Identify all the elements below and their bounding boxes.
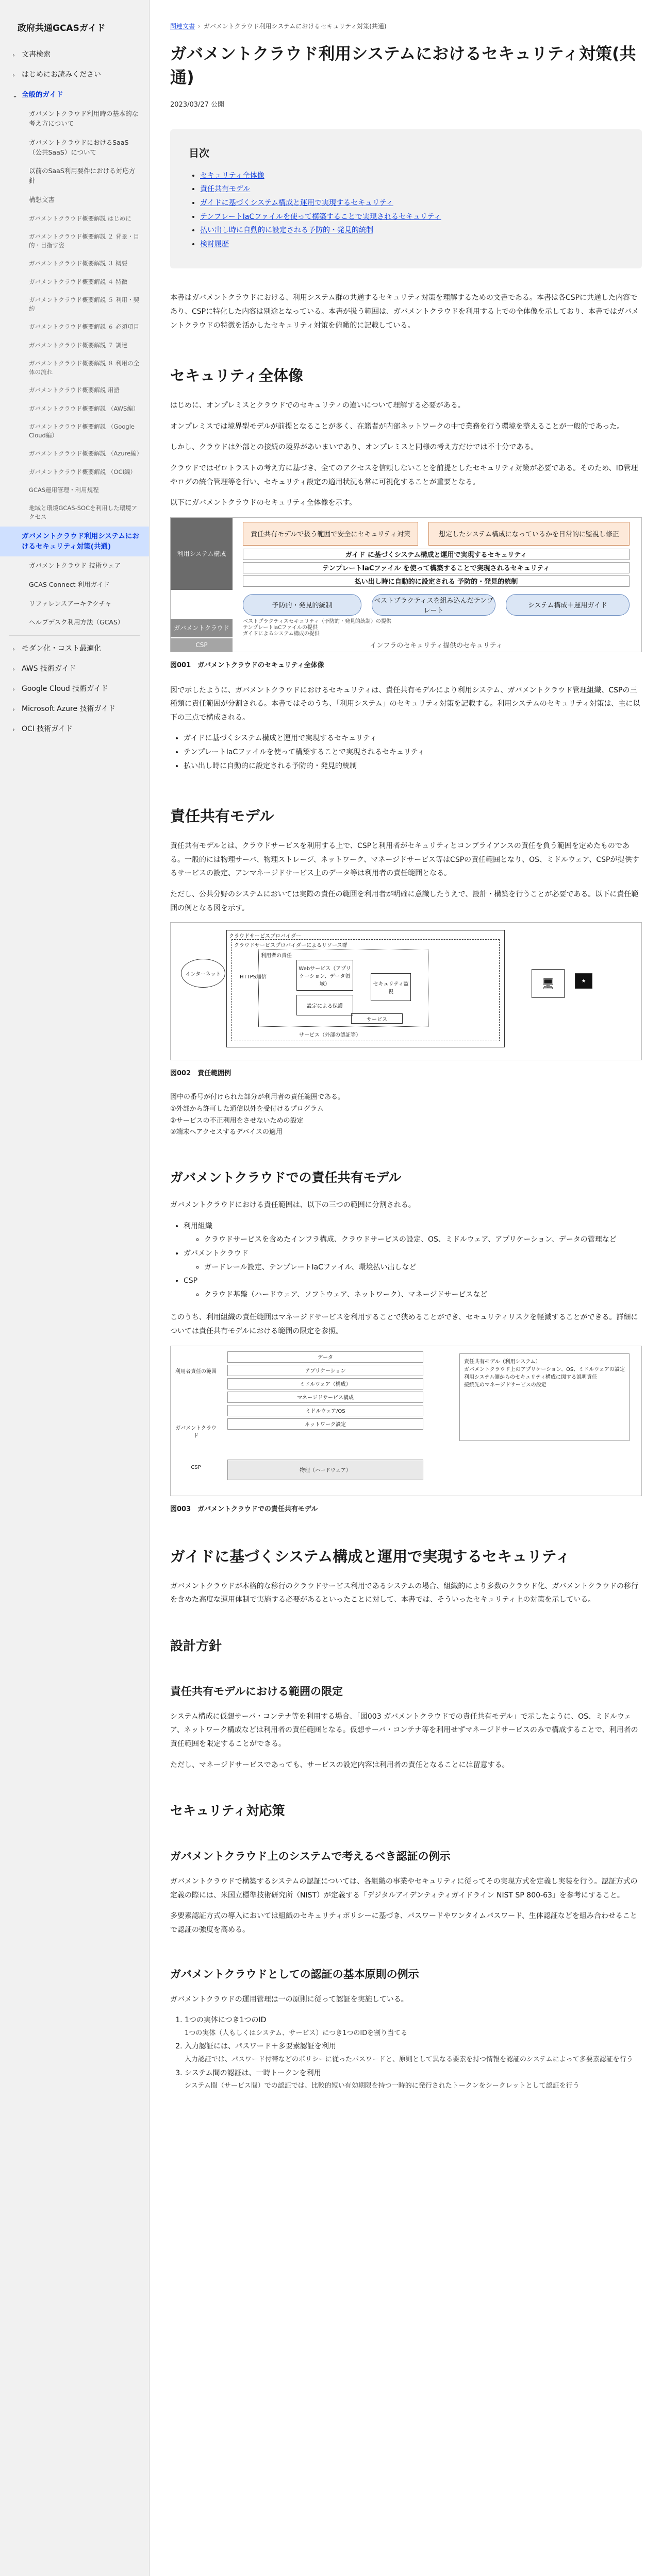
paragraph: 多要素認証方式の導入においては組織のセキュリティポリシーに基づき、パスワードやワンタイムパスワード、生体認証などを組み合わせることで認証の強度を高める。: [170, 1912, 637, 1934]
legend-item: ガバメントクラウド上のアプリケーション、OS、ミドルウェアの設定: [464, 1366, 625, 1372]
figure-bar: テンプレートIaCファイル を使って構築することで実現されるセキュリティ: [243, 562, 630, 573]
figure-caption: 図003 ガバメントクラウドでの責任共有モデル: [170, 1505, 318, 1513]
sidebar-item[interactable]: [0, 318, 149, 336]
party-desc: ◦ クラウド基盤（ハードウェア、ソフトウェア、ネットワーク）、マネージドサービスなど: [204, 1288, 642, 1302]
sidebar-item-label: ガバメントクラウド利用システムにおけるセキュリティ対策(共通): [22, 532, 139, 551]
paragraph: ガバメントクラウドにおける責任範囲は、以下の三つの範囲に分割される。: [170, 1201, 416, 1210]
sidebar-item[interactable]: [0, 445, 149, 463]
paragraph: ガバメントクラウドが本格的な移行のクラウドサービス利用であるシステムの場合、組織的により多数のクラウド化、ガバメントクラウドの移行を含めた高度な運用体制で実施する必要があるといったことに対して、本書では、そういったセキュリティ上の対策を示している。: [170, 1582, 639, 1604]
sidebar-item-label: GCAS Connect 利用ガイド: [29, 580, 110, 588]
sidebar-item[interactable]: [0, 336, 149, 354]
sidebar-item-label: Microsoft Azure 技術ガイド: [22, 705, 116, 713]
sidebar-item-label: 文書検索: [22, 50, 51, 59]
sidebar-item-label: 以前のSaaS利用要件における対応方針: [29, 167, 136, 184]
figure-bar: インフラのセキュリティ提供のセキュリティ: [370, 642, 503, 650]
sidebar-item[interactable]: [0, 65, 149, 85]
sidebar-item-label: Google Cloud 技術ガイド: [22, 685, 108, 693]
sidebar-nav: [0, 45, 149, 739]
sidebar-item[interactable]: [0, 575, 149, 595]
sidebar-item-label: ガバメントクラウド概要解説 ８ 利用の全体の流れ: [29, 359, 140, 376]
sidebar-item[interactable]: [0, 381, 149, 399]
list-item: • ガイドに基づくシステム構成と運用で実現するセキュリティ: [184, 732, 642, 745]
principle-item: [185, 2066, 642, 2093]
toc-link[interactable]: 払い出し時に自動的に設定される予防的・発見的統制: [200, 226, 373, 235]
sidebar-item[interactable]: [0, 719, 149, 739]
sidebar-item[interactable]: [0, 679, 149, 699]
sidebar-item[interactable]: [0, 255, 149, 273]
sidebar-item[interactable]: [0, 273, 149, 291]
figure-box: 想定したシステム構成になっているかを日常的に監視し修正: [428, 522, 630, 546]
principle-detail: 入力認証では、パスワード付帯などのポリシーに従ったパスワードと、原則として異なる要素を持つ情報を認証のシステムによって多要素認証を行う: [185, 2055, 633, 2063]
figure-label: HTTPS通信: [240, 974, 267, 980]
service-box: サービス: [351, 1013, 403, 1024]
figure-bar: 払い出し時に自動的に設定される 予防的・発見的統制: [243, 575, 630, 587]
paragraph: ガバメントクラウドの運用管理は一の原則に従って認証を実施している。: [170, 1995, 408, 2004]
sidebar-item-label: ガバメントクラウド概要解説 （AWS編）: [29, 404, 139, 412]
sidebar-item[interactable]: [0, 191, 149, 210]
figure-row-label: ガバメントクラウド: [171, 619, 233, 637]
chevron-right-icon: ›: [12, 726, 15, 733]
sidebar-item[interactable]: [0, 613, 149, 632]
figure-row-label: CSP: [171, 638, 233, 652]
sidebar-item-label: ガバメントクラウド概要解説 ２ 背景・目的・目指す姿: [29, 232, 140, 249]
principle-detail: システム間（サービス間）での認証では、比較的短い有効期限を持つ一時的に発行されたトークンをシークレットとして認証を行う: [185, 2082, 580, 2090]
sidebar-item-label: ガバメントクラウド概要解説 用語: [29, 386, 120, 394]
layer-row: マネージドサービス構成: [227, 1392, 423, 1403]
subsection-heading: 設計方針: [170, 1638, 222, 1653]
principle-heading: システム間の認証は、一時トークンを利用: [185, 2069, 321, 2077]
paragraph: 責任共有モデルとは、クラウドサービスを利用する上で、CSPと利用者がセキュリティとコンプライアンスの責任を負う範囲を定めたものである。一般的には物理サーバ、物理ストレージ、ネットワーク、マネージドサービス等はCSPの責任範囲となり、OS、ミドルウェア、CSPが提供するサービスの設定、アンマネージドサービス上のデータ等は利用者の責任範囲となる。: [170, 842, 639, 878]
list-item: • 払い出し時に自動的に設定される予防的・発見的統制: [184, 759, 642, 773]
figure-label: CSP: [191, 1464, 201, 1470]
paragraph: しかし、クラウドは外部との接続の境界があいまいであり、オンプレミスと同様の考え方だけでは不十分である。: [170, 443, 538, 452]
list-item: • テンプレートIaCファイルを使って構築することで実現されるセキュリティ: [184, 745, 642, 759]
principle-item: [185, 2013, 642, 2040]
paragraph: 図で示したように、ガバメントクラウドにおけるセキュリティは、責任共有モデルにより利用システム、ガバメントクラウド管理組織、CSPの三種類に責任範囲が分割される。本書ではそのうち、「利用システム」のセキュリティ対策を記載する。利用システムのセキュリティ対策は、主に以下の三点で構成される。: [170, 686, 640, 722]
principle-item: [185, 2040, 642, 2066]
layer-row: 物理（ハードウェア）: [227, 1460, 423, 1480]
figure-box: 予防的・発見的統制: [243, 594, 361, 616]
sidebar-item-label: ガバメントクラウド概要解説 はじめに: [29, 214, 131, 222]
subsection-heading: ガバメントクラウドでの責任共有モデル: [170, 1170, 402, 1185]
subsection-heading: セキュリティ対応策: [170, 1803, 285, 1819]
subsection-heading: ガバメントクラウド上のシステムで考えるべき認証の例示: [170, 1850, 451, 1863]
figure-bar: ガイド に基づくシステム構成と運用で実現するセキュリティ: [243, 549, 630, 560]
sidebar-item[interactable]: [0, 85, 149, 105]
figure-caption: 図002 責任範囲例: [170, 1070, 231, 1078]
device-icon: 🖥: [532, 969, 565, 998]
sidebar-item-label: ガバメントクラウド概要解説 ５ 利用・契約: [29, 296, 140, 312]
figure-row-label: 利用システム構成: [171, 518, 233, 590]
paragraph: クラウドではゼロトラストの考え方に基づき、全てのアクセスを信頼しないことを前提としたセキュリティ対策が必要である。そのため、ID管理やログの統合管理等を行い、セキュリティ設定の適用状況も常に可視化することが重要となる。: [170, 464, 638, 486]
legend-box: [459, 1353, 630, 1441]
party-desc: ◦ クラウドサービスを含めたインフラ構成、クラウドサービスの設定、OS、ミドルウェア、アプリケーション、データの管理など: [204, 1233, 642, 1247]
figure-note: ②サービスの不正利用をさせないための設定: [170, 1116, 304, 1125]
toc-item: [200, 196, 623, 210]
sidebar-item[interactable]: [0, 463, 149, 481]
sidebar-item-label: GCAS運用管理・利用規程: [29, 486, 99, 494]
page-title: ガバメントクラウド利用システムにおけるセキュリティ対策(共通): [170, 44, 636, 88]
party-name: 利用組織: [184, 1222, 212, 1230]
sidebar-item[interactable]: [0, 699, 149, 719]
site-title[interactable]: 政府共通GCASガイド: [18, 23, 106, 33]
figure-box: システム構成＋運用ガイド: [506, 594, 630, 616]
sidebar-item[interactable]: [0, 291, 149, 318]
paragraph: ガバメントクラウドで構築するシステムの認証については、各組織の事業やセキュリティに従ってその実現方式を定義し実装を行う。認証方式の定義の際には、米国立標準技術研究所（NIST）が定義する「デジタルアイデンティティガイドライン NIST SP 800-63」を参考にすること。: [170, 1877, 638, 1900]
user-scope: 利用者の責任: [258, 950, 428, 1027]
toc-link[interactable]: 検討履歴: [200, 240, 229, 248]
paragraph: システム構成に仮想サーバ・コンテナ等を利用する場合、「図003 ガバメントクラウドでの責任共有モデル」で示したように、OS、ミドルウェア、ネットワーク構成などは利用者の責任範囲となる。仮想サーバ・コンテナ等を利用せずマネージドサービスのみで構成することで、利用者の責任範囲を限定することができる。: [170, 1712, 638, 1748]
sidebar-item[interactable]: [0, 133, 149, 162]
figure-box: 責任共有モデルで扱う範囲で安全にセキュリティ対策: [243, 522, 418, 546]
sidebar-item[interactable]: [0, 639, 149, 659]
toc-link[interactable]: ガイドに基づくシステム構成と運用で実現するセキュリティ: [200, 198, 393, 207]
paragraph: ただし、公共分野のシステムにおいては実際の責任の範囲を利用者が明確に意識したうえで、設計・構築を行うことが必要である。以下に責任範囲の例となる図を示す。: [170, 890, 639, 912]
figure-label: ガバメントクラウド: [175, 1425, 217, 1439]
resource-boundary: クラウドサービスプロバイダーによるリソース群: [231, 939, 500, 1041]
sidebar-item-label: ガバメントクラウド概要解説 ６ 必須項目: [29, 323, 140, 331]
figure-label: サービス（外部の認証等）: [299, 1032, 361, 1038]
table-of-contents: [170, 129, 642, 269]
intro-paragraph: 本書はガバメントクラウドにおける、利用システム群の共通するセキュリティ対策を理解するための文書である。本書は各CSPに共通した内容であり、CSPに特化した内容は別途となっている。本書が扱う範囲は、ガバメントクラウドを利用する上での全体像を示しており、本書ではガバメントクラウドの特徴を活かしたセキュリティ対策を俯瞰的に記載している。: [170, 294, 639, 330]
paragraph: はじめに、オンプレミスとクラウドでのセキュリティの違いについて理解する必要がある。: [170, 401, 465, 410]
toc-item: [200, 169, 623, 183]
figure-note: 図中の番号が付けられた部分が利用者の責任範囲である。: [170, 1093, 345, 1101]
sidebar-item-label: ガバメントクラウド概要解説 ７ 調達: [29, 341, 128, 349]
figure-box: ベストプラクティスを組み込んだテンプレート: [372, 594, 495, 616]
breadcrumb: [170, 22, 642, 30]
sidebar-item-label: リファレンスアーキテクチャ: [29, 599, 112, 607]
sidebar-item[interactable]: [0, 556, 149, 575]
legend-item: 接続先のマネージドサービスの設定: [464, 1382, 547, 1388]
toc-item: [200, 210, 623, 224]
publish-date: 2023/03/27 公開: [170, 100, 225, 109]
figure-label: 利用者責任の範囲: [175, 1368, 217, 1375]
subsection-heading: 責任共有モデルにおける範囲の限定: [170, 1685, 343, 1698]
sidebar-item[interactable]: [0, 354, 149, 382]
layer-row: ミドルウェア（構成）: [227, 1378, 423, 1389]
toc-item: [200, 224, 623, 238]
layer-row: ネットワーク設定: [227, 1418, 423, 1430]
chevron-right-icon: ›: [12, 686, 15, 693]
paragraph: 以下にガバメントクラウドのセキュリティ全体像を示す。: [170, 499, 357, 507]
paragraph: ただし、マネージドサービスであっても、サービスの設定内容は利用者の責任となることには留意する。: [170, 1760, 509, 1769]
main-content: [170, 0, 642, 2101]
breadcrumb-current: ガバメントクラウド利用システムにおけるセキュリティ対策(共通): [203, 23, 387, 30]
subsection-heading: ガバメントクラウドとしての認証の基本原則の例示: [170, 1968, 419, 1980]
sidebar-item-label: はじめにお読みください: [22, 71, 101, 79]
party-name: CSP: [184, 1277, 198, 1285]
legend-title: 責任共有モデル（利用システム）: [464, 1359, 541, 1365]
sidebar-item-label: 全般的ガイド: [22, 91, 63, 99]
sidebar-item[interactable]: [0, 481, 149, 499]
section-heading: 責任共有モデル: [170, 807, 274, 825]
sidebar-item[interactable]: [0, 228, 149, 255]
sidebar-item[interactable]: [0, 162, 149, 191]
sidebar-item-label: ガバメントクラウドにおけるSaaS（公共SaaS）について: [29, 138, 129, 156]
sidebar-item-label: ガバメントクラウド概要解説 ３ 概要: [29, 260, 128, 267]
sidebar-item-label: モダン化・コスト最適化: [22, 645, 102, 653]
sidebar-item-label: 構想文書: [29, 195, 55, 204]
toc-item: [200, 238, 623, 251]
security-overview-figure: [170, 517, 642, 652]
toc-link[interactable]: 責任共有モデル: [200, 185, 251, 194]
principle-heading: 入力認証には、パスワード＋多要素認証を利用: [185, 2042, 336, 2051]
toc-link[interactable]: テンプレートIaCファイルを使って構築することで実現されるセキュリティ: [200, 212, 441, 221]
chevron-down-icon: ⌄: [12, 92, 18, 99]
sidebar-item[interactable]: [0, 400, 149, 418]
figure-list-item: テンプレートIaCファイルの提供: [243, 624, 318, 631]
layer-row: データ: [227, 1351, 423, 1363]
figure-list-item: ベストプラクティスセキュリティ（予防的・発見的統制）の提供: [243, 618, 391, 624]
sidebar: [0, 0, 150, 2576]
sidebar-item[interactable]: [0, 418, 149, 445]
chevron-right-icon: ›: [12, 706, 15, 713]
sidebar-item-label: ガバメントクラウド利用時の基本的な考え方について: [29, 110, 139, 127]
sidebar-item[interactable]: [0, 210, 149, 228]
sidebar-item-label: ガバメントクラウド概要解説 （Azure編）: [29, 450, 143, 457]
sidebar-item[interactable]: [0, 45, 149, 65]
admin-icon: ★: [575, 973, 592, 989]
sidebar-item[interactable]: [0, 527, 149, 557]
party-desc: ◦ ガードレール設定、テンプレートIaCファイル、環境払い出しなど: [204, 1261, 642, 1275]
sidebar-item-label: 地域と環境GCAS-SOCを利用した環境アクセス: [29, 504, 138, 521]
sidebar-item-label: OCI 技術ガイド: [22, 725, 73, 733]
internet-cloud-icon: インターネット: [181, 959, 225, 988]
toc-link[interactable]: セキュリティ全体像: [200, 171, 264, 180]
breadcrumb-link[interactable]: 関連文書: [170, 23, 195, 30]
config-box: 設定による保護: [296, 995, 353, 1015]
csp-boundary: クラウドサービスプロバイダー: [226, 930, 505, 1047]
figure-note: ①外部から許可した通信以外を受付けるプログラム: [170, 1105, 324, 1113]
figure-list-item: ガイドによるシステム構成の提供: [243, 631, 320, 637]
legend-item: 利用システム側からのセキュリティ構成に関する説明責任: [464, 1374, 597, 1380]
web-service-box: Webサービス（アプリケーション、データ領域）: [296, 960, 353, 991]
sidebar-item[interactable]: [0, 105, 149, 133]
gc-responsibility-figure: [170, 1346, 642, 1496]
layer-row: ミドルウェア/OS: [227, 1405, 423, 1416]
section-heading: ガイドに基づくシステム構成と運用で実現するセキュリティ: [170, 1547, 571, 1565]
layer-row: アプリケーション: [227, 1365, 423, 1376]
sidebar-item-label: ガバメントクラウド概要解説 （Google Cloud編）: [29, 422, 135, 439]
toc-title: 目次: [189, 146, 209, 159]
principle-detail: 1つの実体（人もしくはシステム、サービス）につき1つのIDを割り当てる: [185, 2029, 408, 2037]
party-name: ガバメントクラウド: [184, 1249, 249, 1258]
chevron-right-icon: ›: [12, 72, 15, 79]
chevron-right-icon: ›: [12, 666, 15, 673]
chevron-right-icon: ›: [12, 52, 15, 59]
sidebar-item[interactable]: [0, 595, 149, 614]
sidebar-item-label: ガバメントクラウド 技術ウェア: [29, 562, 121, 569]
paragraph: このうち、利用組織の責任範囲はマネージドサービスを利用することで狭めることができ、セキュリティリスクを軽減することができる。詳細については責任共有モデルにおける範囲の限定を参照。: [170, 1313, 638, 1335]
security-audit-box: セキュリティ監視: [371, 973, 411, 1001]
principle-heading: 1つの実体につき1つのID: [185, 2016, 267, 2025]
sidebar-divider: [9, 635, 140, 636]
chevron-right-icon: ›: [12, 646, 15, 653]
section-heading: セキュリティ全体像: [170, 367, 304, 385]
figure-list: [243, 619, 391, 637]
sidebar-item-label: ガバメントクラウド概要解説 （OCI編）: [29, 468, 136, 476]
sidebar-item-label: ガバメントクラウド概要解説 ４ 特徴: [29, 278, 128, 285]
figure-caption: 図001 ガバメントクラウドのセキュリティ全体像: [170, 661, 324, 669]
sidebar-item-label: AWS 技術ガイド: [22, 665, 76, 673]
responsibility-figure: [170, 922, 642, 1060]
paragraph: オンプレミスでは境界型モデルが前提となることが多く、在籍者が内部ネットワークの中で業務を行う環境を整えることが一般的であった。: [170, 422, 624, 431]
figure-note: ③端末へアクセスするデバイスの適用: [170, 1128, 283, 1137]
toc-item: [200, 182, 623, 196]
breadcrumb-separator-icon: ›: [198, 23, 201, 30]
sidebar-item-label: ヘルプデスク利用方法（GCAS）: [29, 618, 124, 626]
sidebar-item[interactable]: [0, 499, 149, 527]
sidebar-item[interactable]: [0, 659, 149, 679]
